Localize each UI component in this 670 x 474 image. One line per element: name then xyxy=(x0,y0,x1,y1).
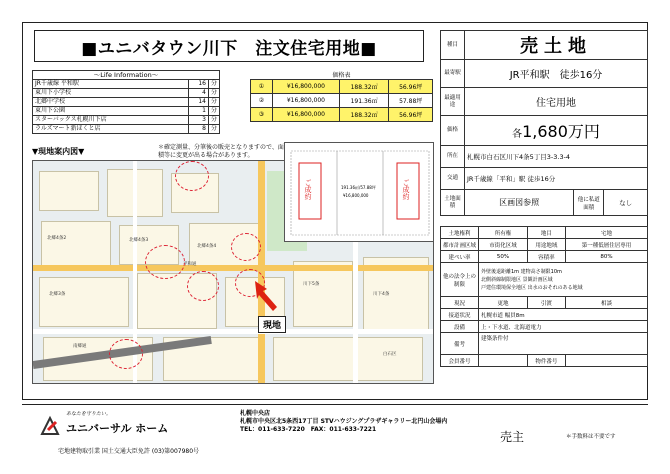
type-key: 種目 xyxy=(441,31,465,60)
life-name: 東川下公園 xyxy=(33,107,189,116)
detail-key: 用途地域 xyxy=(527,239,565,251)
life-unit: 分 xyxy=(208,116,219,125)
life-dist: 16 xyxy=(188,80,208,89)
facility-marker xyxy=(145,245,185,279)
detail-value: 第一種低層住居専用 xyxy=(565,239,647,251)
survey-note: ＊確定測量、分筆後の販売となりますので、面積等に変更が出る場合があります。 xyxy=(158,144,284,159)
type-value: 売土地 xyxy=(465,31,648,60)
lot-area-tsubo: 56.96坪 xyxy=(389,108,433,122)
property-info-table xyxy=(440,30,648,216)
life-header: 〜Life Information〜 xyxy=(33,71,220,80)
lot-area-m2: 191.36㎡ xyxy=(339,94,389,108)
store-name: 札幌中央店 xyxy=(240,410,271,417)
restriction-line: 戸建住環境保全地区 出水のおそれのある地域 xyxy=(481,284,583,291)
lot-plan xyxy=(284,142,434,242)
facility-marker xyxy=(187,271,219,301)
life-row xyxy=(33,116,220,125)
item-no-key: 物件番号 xyxy=(527,355,565,367)
restriction-line: 外壁後退距離1m 建物高さ制限10m xyxy=(481,268,562,275)
life-name: 東川下小学校 xyxy=(33,89,189,98)
seller-label: 売主 xyxy=(500,430,525,444)
delivery-value: 相談 xyxy=(565,297,647,309)
sold-label: ご成約 xyxy=(402,179,410,200)
slogan: あなたを守りたい。 xyxy=(66,411,112,417)
station-value: JR平和駅 徒歩16分 xyxy=(465,60,648,88)
store-info xyxy=(240,410,447,434)
facility-marker xyxy=(231,233,261,261)
map-label: 平和通 xyxy=(183,262,197,267)
life-info-table xyxy=(32,70,220,134)
life-name: JR千歳線 平和駅 xyxy=(33,80,189,89)
life-unit: 分 xyxy=(208,98,219,107)
restrict-key: 他の法令上の制限 xyxy=(441,263,479,297)
life-row xyxy=(33,89,220,98)
road-value: 札幌市道 幅員8m xyxy=(479,309,648,321)
life-unit: 分 xyxy=(208,89,219,98)
life-unit: 分 xyxy=(208,125,219,134)
price-row xyxy=(251,108,433,122)
current-key: 現況 xyxy=(441,297,479,309)
location-value: 札幌市白石区川下4条5丁目3-3.3-4 xyxy=(465,146,648,168)
life-unit: 分 xyxy=(208,107,219,116)
life-row xyxy=(33,98,220,107)
member-no-key: 会員番号 xyxy=(441,355,479,367)
map-label: 北郷4条3 xyxy=(129,238,149,243)
details-table xyxy=(440,226,648,367)
sold-label: ご成約 xyxy=(304,179,312,200)
map-label: 北郷3条 xyxy=(49,292,66,297)
life-dist: 4 xyxy=(188,89,208,98)
page-title xyxy=(34,30,424,62)
company-name: ユニバーサル ホーム xyxy=(66,422,169,435)
price-prefix: 各 xyxy=(512,129,523,140)
price-table xyxy=(250,70,433,122)
lot-area-m2: 188.32㎡ xyxy=(339,108,389,122)
price-row xyxy=(251,94,433,108)
detail-row xyxy=(441,227,648,239)
detail-key: 都市計画区域 xyxy=(441,239,479,251)
lot-price: ¥16,800,000 xyxy=(273,94,340,108)
life-dist: 3 xyxy=(188,116,208,125)
life-row xyxy=(33,125,220,134)
detail-value: 市街化区域 xyxy=(479,239,528,251)
detail-value: 所有権 xyxy=(479,227,528,239)
detail-value: 50% xyxy=(479,251,528,263)
map-label: 南郷通 xyxy=(73,344,87,349)
life-name: ラルズマート新ほくと店 xyxy=(33,125,189,134)
traffic-key: 交通 xyxy=(441,168,465,190)
lot-area: 191.36㎡/57.88坪 xyxy=(341,185,376,190)
detail-row xyxy=(441,251,648,263)
map-label: 北郷4条2 xyxy=(47,236,67,241)
location-key: 所在 xyxy=(441,146,465,168)
life-unit: 分 xyxy=(208,80,219,89)
life-name: スターバックス札幌川下店 xyxy=(33,116,189,125)
price-value: 1,680万円 xyxy=(522,122,600,141)
logo-icon xyxy=(38,414,62,438)
price-caption: 価格表 xyxy=(332,72,351,79)
life-name: 北郷中学校 xyxy=(33,98,189,107)
detail-key: 容積率 xyxy=(527,251,565,263)
site-label: 現地 xyxy=(258,316,286,333)
detail-value: 宅地 xyxy=(565,227,647,239)
store-tel: TEL：011-633-7220 FAX：011-633-7221 xyxy=(240,426,377,433)
station-key: 最寄駅 xyxy=(441,60,465,88)
map-title: ▼現地案内図▼ xyxy=(32,147,85,156)
detail-key: 地目 xyxy=(527,227,565,239)
facility-marker xyxy=(109,339,143,369)
delivery-key: 引渡 xyxy=(527,297,565,309)
arrow-icon xyxy=(247,277,287,317)
private-road-key: 他に私道面積 xyxy=(574,190,604,216)
life-row xyxy=(33,107,220,116)
current-value: 更地 xyxy=(479,297,528,309)
map-label: 北郷4条4 xyxy=(197,244,217,249)
license-number: 宅地建物取引業 国土交通大臣免許 (03)第007980号 xyxy=(58,448,200,455)
use-value: 住宅用地 xyxy=(465,88,648,116)
fee-note: ＊手数料は不要です xyxy=(566,434,616,440)
area-key: 土地面積 xyxy=(441,190,465,216)
lot-area-tsubo: 57.88坪 xyxy=(389,94,433,108)
facility-marker xyxy=(175,161,209,191)
lot-price: ¥16,800,000 xyxy=(343,193,369,198)
life-row xyxy=(33,80,220,89)
price-key: 価格 xyxy=(441,116,465,146)
price-row xyxy=(251,80,433,94)
lot-number: ② xyxy=(251,94,273,108)
company-logo xyxy=(38,408,198,442)
map-label: 白石区 xyxy=(383,352,397,357)
detail-value: 80% xyxy=(565,251,647,263)
lot-price: ¥16,800,000 xyxy=(273,108,340,122)
remarks-value: 建築条件付 xyxy=(479,333,648,355)
life-dist: 8 xyxy=(188,125,208,134)
road-key: 接道状況 xyxy=(441,309,479,321)
detail-row xyxy=(441,239,648,251)
lot-number: ① xyxy=(251,80,273,94)
restriction-line: 北側斜線制限地区 景観計画区域 xyxy=(481,276,553,283)
footer-divider xyxy=(22,404,648,405)
map-label: 川下5条 xyxy=(303,282,320,287)
lot-number: ③ xyxy=(251,108,273,122)
traffic-value: JR千歳線「平和」駅 徒歩16分 xyxy=(465,168,648,190)
lot-area-m2: 188.32㎡ xyxy=(339,80,389,94)
life-dist: 14 xyxy=(188,98,208,107)
private-road-value: なし xyxy=(604,190,648,216)
detail-key: 建ぺい率 xyxy=(441,251,479,263)
lot-area-tsubo: 56.96坪 xyxy=(389,80,433,94)
area-value: 区画図参照 xyxy=(465,190,574,216)
restrict-value xyxy=(479,263,648,297)
lot-price: ¥16,800,000 xyxy=(273,80,340,94)
remarks-key: 備考 xyxy=(441,333,479,355)
detail-key: 土地権利 xyxy=(441,227,479,239)
facility-value: 上・下水道、北海道電力 xyxy=(479,321,648,333)
store-address: 札幌市中央区北5条西17丁目 STVハウジングプラザギャラリー北円山会場内 xyxy=(240,418,448,425)
map-label: 川下4条 xyxy=(373,292,390,297)
life-dist: 1 xyxy=(188,107,208,116)
facility-key: 設備 xyxy=(441,321,479,333)
use-key: 最適用途 xyxy=(441,88,465,116)
title-text: ■ユニバタウン川下 注文住宅用地■ xyxy=(81,38,377,59)
